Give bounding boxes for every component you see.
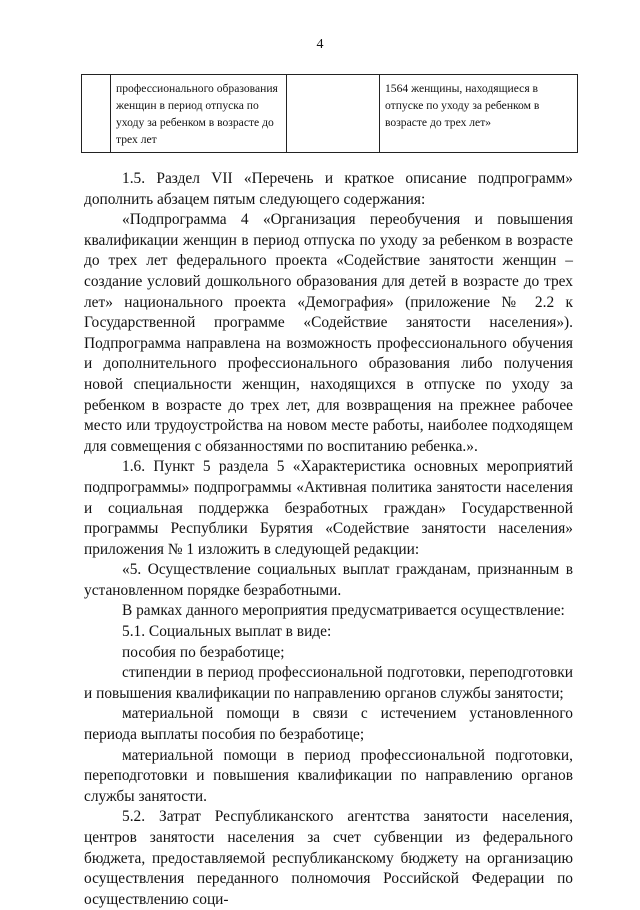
paragraph: «5. Осуществление социальных выплат гражданам, признанным в установленном порядке безработными. xyxy=(84,561,573,599)
table-cell xyxy=(82,75,111,153)
paragraph: «Подпрограмма 4 «Организация переобучения и повышения квалификации женщин в период отпуска по уходу за ребенком в возрасте до трех лет федерального проекта «Содействие занятости женщин – создание условий дошкольного образования для детей в возрасте до трех лет» национального проекта «Демография» (приложение № 2.2 к Государственной программе «Содействие занятости населения»). Подпрограмма направлена на возможность профессионального обучения и дополнительного профессионального образования либо получения новой специальности женщин, находящихся в отпуске по уходу за ребенком в возрасте до трех лет, для возвращения на прежнее рабочее место или трудоустройства на новом месте работы, наиболее подходящем для совмещения с обязанностями по воспитанию ребенка.». xyxy=(84,211,573,455)
paragraph: 1.6. Пункт 5 раздела 5 «Характеристика основных мероприятий подпрограммы» подпрограммы «Активная политика занятости населения и социальная поддержка безработных граждан» Государственной программы Республики Бурятия «Содействие занятости населения» приложения № 1 изложить в следующей редакции: xyxy=(84,458,573,558)
paragraph: материальной помощи в период профессиональной подготовки, переподготовки и повышения квалификации по направлению органов службы занятости. xyxy=(84,746,573,805)
paragraph: пособия по безработице; xyxy=(122,643,285,661)
paragraph: В рамках данного мероприятия предусматривается осуществление: xyxy=(122,602,565,620)
paragraph: материальной помощи в связи с истечением установленного периода выплаты пособия по безработице; xyxy=(84,705,573,744)
paragraph: стипендии в период профессиональной подготовки, переподготовки и повышения квалификации по направлению органов службы занятости; xyxy=(84,664,573,702)
table-row xyxy=(82,75,578,153)
page-number: 4 xyxy=(316,37,324,52)
continuation-table xyxy=(81,74,578,153)
table-cell: профессионального образования женщин в период отпуска по уходу за ребенком в возрасте до трех лет xyxy=(111,75,287,153)
paragraph: 1.5. Раздел VII «Перечень и краткое описание подпрограмм» дополнить абзацем пятым следующего содержания: xyxy=(84,170,573,208)
table-cell xyxy=(287,75,380,153)
document-body xyxy=(84,169,573,910)
paragraph: 5.2. Затрат Республиканского агентства занятости населения, центров занятости населения за счет субвенции из федерального бюджета, предоставляемой республиканскому бюджету на организацию осуществления переданного полномочия Российской Федерации по осуществлению соци- xyxy=(84,808,573,908)
table-cell: 1564 женщины, находящиеся в отпуске по уходу за ребенком в возрасте до трех лет» xyxy=(380,75,578,153)
paragraph: 5.1. Социальных выплат в виде: xyxy=(122,623,332,641)
